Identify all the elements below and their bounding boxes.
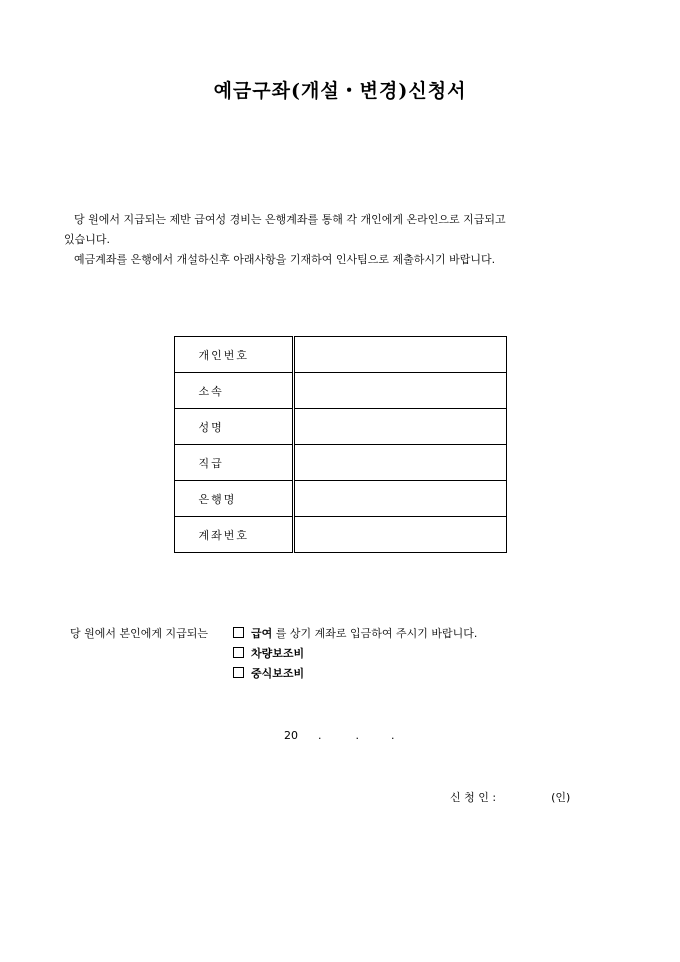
date-separator: .	[318, 729, 322, 742]
year-prefix: 20	[284, 729, 298, 742]
table-row	[175, 337, 507, 373]
seal-mark: (인)	[551, 791, 571, 804]
intro-line: 당 원에서 지급되는 제반 급여성 경비는 은행계좌를 통해 각 개인에게 온라인으로 지급되고	[74, 213, 506, 226]
option-label: 중식보조비	[251, 667, 305, 680]
intro-line: 있습니다.	[64, 233, 111, 246]
table-row	[175, 409, 507, 445]
row-label-bank-name: 은행명	[175, 481, 294, 517]
name-field[interactable]	[294, 409, 507, 445]
row-label-account-number: 계좌번호	[175, 517, 294, 553]
option-meal-allowance	[233, 664, 304, 684]
option-label: 급여	[251, 627, 273, 640]
date-separator: .	[355, 729, 359, 742]
date-line	[284, 729, 395, 742]
salary-checkbox[interactable]	[233, 627, 244, 638]
row-label-name: 성명	[175, 409, 294, 445]
vehicle-allowance-checkbox[interactable]	[233, 647, 244, 658]
row-label-department: 소속	[175, 373, 294, 409]
intro-text	[64, 210, 624, 270]
intro-line: 예금계좌를 은행에서 개설하신후 아래사항을 기재하여 인사팀으로 제출하시기 바랍니다.	[74, 253, 496, 266]
personal-number-field[interactable]	[294, 337, 507, 373]
date-separator: .	[391, 729, 395, 742]
applicant-info-table	[174, 336, 507, 553]
account-number-field[interactable]	[294, 517, 507, 553]
table-row	[175, 373, 507, 409]
option-suffix: 를 상기 계좌로 입금하여 주시기 바랍니다.	[272, 627, 478, 640]
option-salary	[233, 624, 477, 644]
table-row	[175, 517, 507, 553]
applicant-label: 신 청 인 :	[450, 791, 497, 804]
rank-field[interactable]	[294, 445, 507, 481]
row-label-rank: 직급	[175, 445, 294, 481]
meal-allowance-checkbox[interactable]	[233, 667, 244, 678]
table-row	[175, 481, 507, 517]
consent-lead-text: 당 원에서 본인에게 지급되는	[70, 627, 209, 640]
table-row	[175, 445, 507, 481]
option-vehicle-allowance	[233, 644, 304, 664]
document-title: 예금구좌(개설・변경)신청서	[213, 80, 467, 102]
option-label: 차량보조비	[251, 647, 305, 660]
signature-line	[450, 789, 570, 805]
bank-name-field[interactable]	[294, 481, 507, 517]
department-field[interactable]	[294, 373, 507, 409]
row-label-personal-number: 개인번호	[175, 337, 294, 373]
